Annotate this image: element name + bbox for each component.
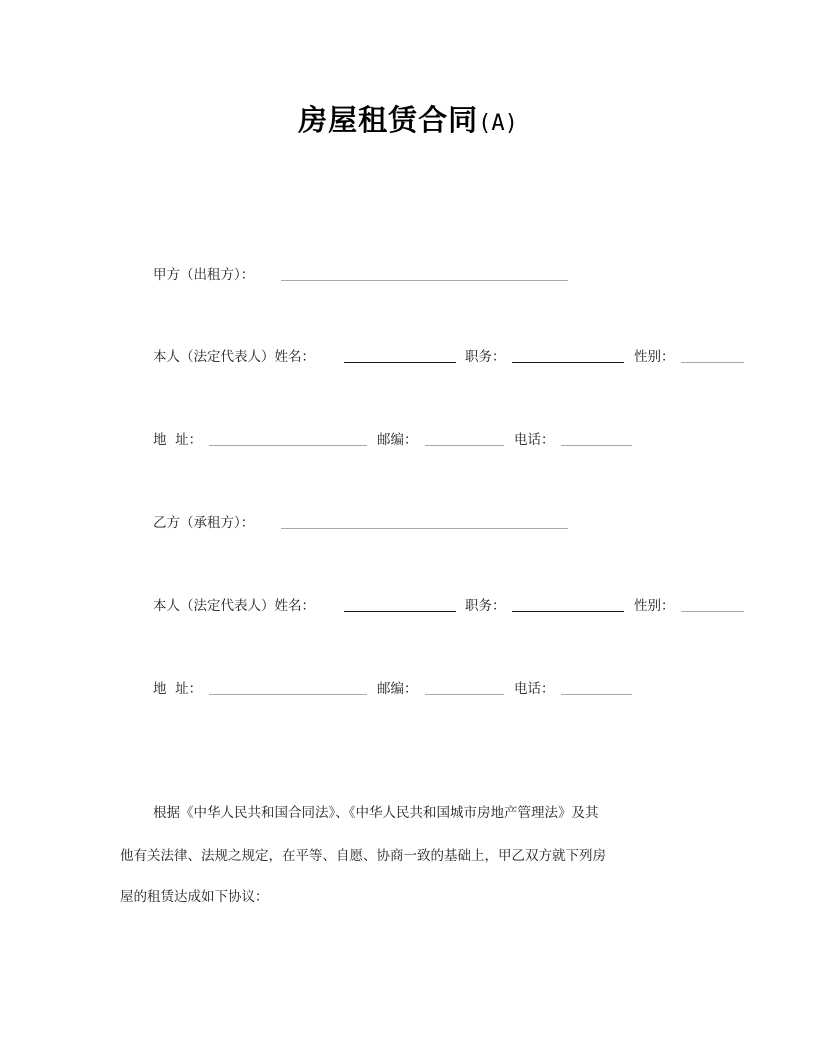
title-suffix: (A): [478, 111, 518, 136]
party-a-postcode-field[interactable]: [425, 445, 504, 446]
party-b-address-label: 地 址：: [153, 681, 203, 697]
preamble-line-3: 屋的租赁达成如下协议：: [120, 889, 269, 905]
party-a-rep-name-field[interactable]: [344, 362, 456, 363]
party-b-postcode-field[interactable]: [425, 694, 504, 695]
party-b-gender-label: 性别：: [634, 598, 675, 614]
party-a-rep-name-label: 本人（法定代表人）姓名：: [153, 349, 315, 365]
party-b-rep-name-label: 本人（法定代表人）姓名：: [153, 598, 315, 614]
party-a-gender-label: 性别：: [634, 349, 675, 365]
party-b-position-label: 职务：: [465, 598, 506, 614]
page-title: [0, 98, 816, 139]
party-b-postcode-label: 邮编：: [377, 681, 418, 697]
party-b-address-field[interactable]: [209, 694, 367, 695]
party-a-phone-field[interactable]: [561, 445, 632, 446]
party-a-position-field[interactable]: [512, 362, 624, 363]
preamble-line-1: 根据《中华人民共和国合同法》、《中华人民共和国城市房地产管理法》及其: [153, 805, 599, 821]
party-a-postcode-label: 邮编：: [377, 432, 418, 448]
party-a-address-field[interactable]: [209, 445, 367, 446]
party-b-phone-field[interactable]: [561, 694, 632, 695]
party-a-phone-label: 电话：: [514, 432, 555, 448]
party-a-address-label: 地 址：: [153, 432, 203, 448]
party-b-name-field[interactable]: [281, 528, 568, 529]
party-a-gender-field[interactable]: [681, 362, 744, 363]
title-main: 房屋租赁合同: [298, 103, 479, 137]
party-b-position-field[interactable]: [512, 611, 624, 612]
party-a-name-field[interactable]: [281, 280, 568, 281]
party-b-label: 乙方（承租方）：: [153, 515, 255, 531]
party-b-gender-field[interactable]: [681, 611, 744, 612]
party-a-label: 甲方（出租方）：: [153, 267, 255, 283]
party-b-phone-label: 电话：: [514, 681, 555, 697]
party-b-rep-name-field[interactable]: [344, 611, 456, 612]
party-a-position-label: 职务：: [465, 349, 506, 365]
preamble-line-2: 他有关法律、法规之规定，在平等、自愿、协商一致的基础上，甲乙双方就下列房: [120, 848, 606, 864]
